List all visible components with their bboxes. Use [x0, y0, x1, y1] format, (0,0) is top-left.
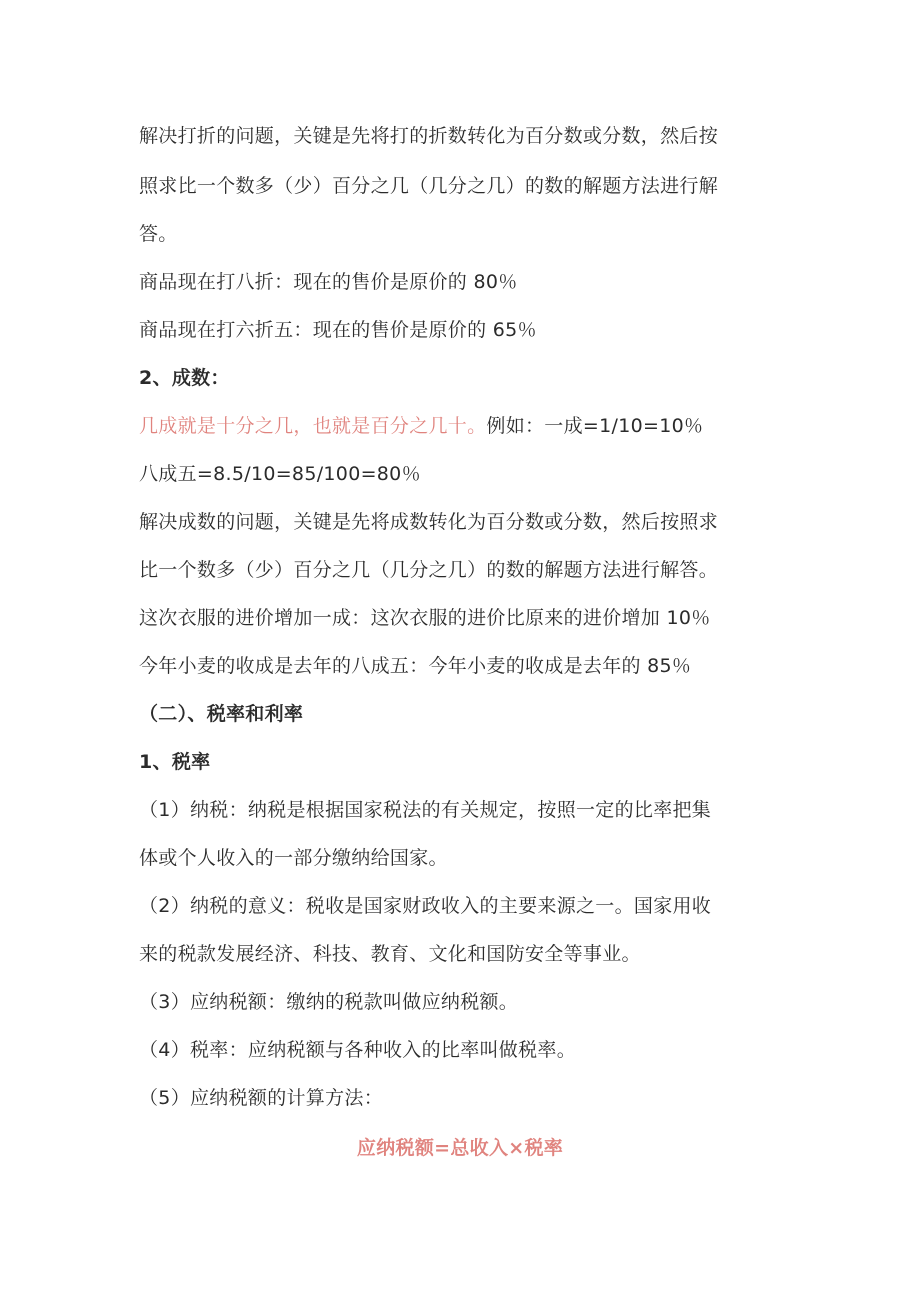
example-discount-80: 商品现在打八折：现在的售价是原价的 80％ [139, 271, 518, 293]
intro-line-3: 答。 [139, 223, 178, 245]
section-heading-chengshu: 2、成数： [139, 367, 230, 389]
chengshu-definition-highlight: 几成就是十分之几，也就是百分之几十。 [139, 415, 487, 437]
intro-line-2: 照求比一个数多（少）百分之几（几分之几）的数的解题方法进行解 [139, 175, 719, 197]
tax-item-1-line-2: 体或个人收入的一部分缴纳给国家。 [139, 847, 448, 869]
chengshu-example-85: 八成五=8.5/10=85/100=80％ [139, 463, 421, 485]
tax-item-4: （4）税率：应纳税额与各种收入的比率叫做税率。 [139, 1039, 576, 1061]
chengshu-definition-example: 例如：一成=1/10=10％ [486, 415, 704, 437]
tax-item-3: （3）应纳税额：缴纳的税款叫做应纳税额。 [139, 991, 519, 1013]
chengshu-definition [139, 414, 799, 438]
tax-item-1-line-1: （1）纳税：纳税是根据国家税法的有关规定，按照一定的比率把集 [139, 799, 712, 821]
tax-item-2-line-2: 来的税款发展经济、科技、教育、文化和国防安全等事业。 [139, 943, 641, 965]
tax-formula: 应纳税额=总收入×税率 [356, 1137, 564, 1159]
tax-item-2-line-1: （2）纳税的意义：税收是国家财政收入的主要来源之一。国家用收 [139, 895, 712, 917]
intro-line-1: 解决打折的问题，关键是先将打的折数转化为百分数或分数，然后按 [139, 125, 719, 147]
tax-item-5: （5）应纳税额的计算方法： [139, 1087, 383, 1109]
example-discount-65: 商品现在打六折五：现在的售价是原价的 65％ [139, 319, 537, 341]
subheading-tax-rate: 1、税率 [139, 751, 211, 773]
chengshu-example-wheat: 今年小麦的收成是去年的八成五：今年小麦的收成是去年的 85％ [139, 655, 692, 677]
chengshu-example-clothes: 这次衣服的进价增加一成：这次衣服的进价比原来的进价增加 10％ [139, 607, 711, 629]
chengshu-method-line-1: 解决成数的问题，关键是先将成数转化为百分数或分数，然后按照求 [139, 511, 719, 533]
chengshu-method-line-2: 比一个数多（少）百分之几（几分之几）的数的解题方法进行解答。 [139, 559, 719, 581]
section-heading-tax-interest: （二）、税率和利率 [139, 703, 304, 725]
